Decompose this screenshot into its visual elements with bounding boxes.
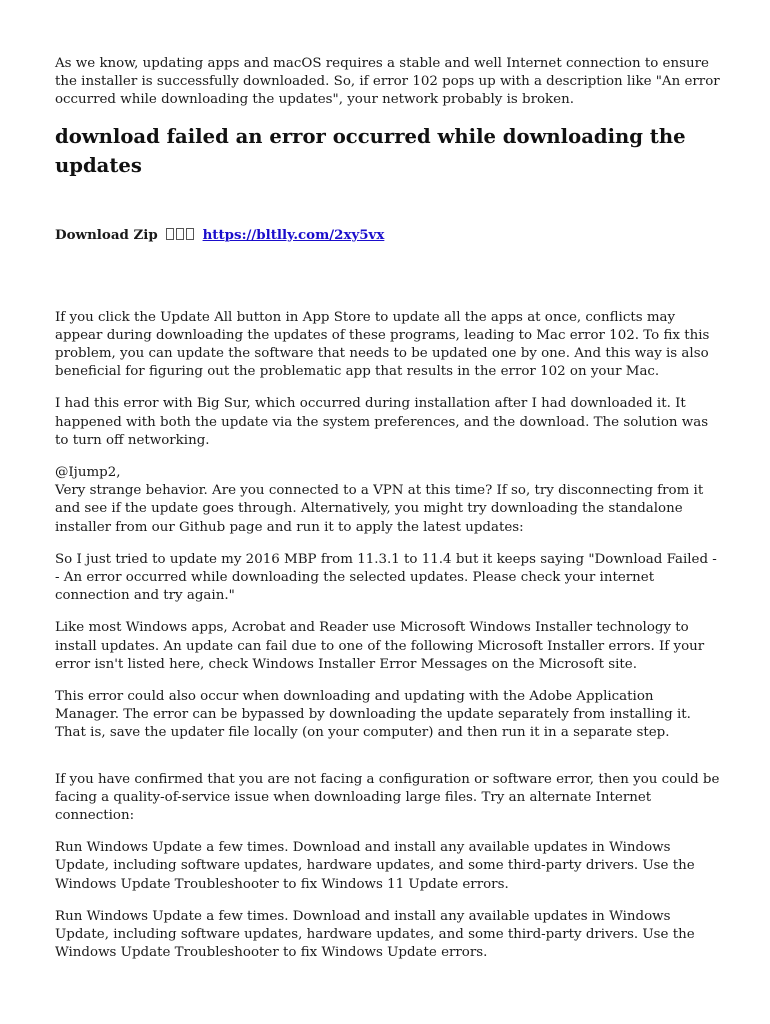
page-title: download failed an error occurred while downloading the updates [55,124,686,177]
download-link[interactable]: https://bltlly.com/2xy5vx [202,226,385,243]
body-paragraph: @Ijump2, [55,465,121,481]
body-paragraph: I had this error with Big Sur, which occurred during installation after I had downloaded it. It happened with both the update via the system preferences, and the download. The solution was to turn off networking. [55,396,709,448]
body-paragraph: Run Windows Update a few times. Download and install any available updates in Windows Update, including software updates, hardware updates, and some third-party drivers. Use the Windows Update Troubleshooter to fix Windows 11 Update errors. [55,840,695,892]
body-paragraph: Like most Windows apps, Acrobat and Reader use Microsoft Windows Installer technology to install updates. An update can fail due to one of the following Microsoft Installer errors. If your error isn't listed here, check Windows Installer Error Messages on the Microsoft site. [55,620,705,672]
body-paragraph: Run Windows Update a few times. Download and install any available updates in Windows Update, including software updates, hardware updates, and some third-party drivers. Use the Windows Update Troubleshooter to fix Windows Update errors. [55,908,695,961]
body-paragraph: Very strange behavior. Are you connected to a VPN at this time? If so, try disconnecting from it and see if the update goes through. Alternatively, you might try downloading the standalone installer from our Github page and run it to apply the latest updates: [55,483,704,535]
document-page [55,55,720,963]
body-paragraph: If you click the Update All button in App Store to update all the apps at once, conflicts may appear during downloading the updates of these programs, leading to Mac error 102. To fix this problem, you can update the software that needs to be updated one by one. And this way is also beneficial for figuring out the problematic app that results in the error 102 on your Mac. [55,309,710,380]
body-paragraph: So I just tried to update my 2016 MBP from 11.3.1 to 11.4 but it keeps saying "Download Failed -- An error occurred while downloading the selected updates. Please check your internet connection and try again." [55,551,717,604]
intro-paragraph: As we know, updating apps and macOS requires a stable and well Internet connection to ensure the installer is successfully downloaded. So, if error 102 pops up with a description like "An error occurred while downloading the updates", your network probably is broken. [55,56,720,108]
download-line [55,226,720,245]
body-paragraph: If you have confirmed that you are not facing a configuration or software error, then you could be facing a quality-of-service issue when downloading large files. Try an alternate Internet connection: [55,771,720,824]
arrow-icon [162,228,196,243]
body-paragraph: This error could also occur when downloading and updating with the Adobe Application Manager. The error can be bypassed by downloading the update separately from installing it. That is, save the updater file locally (on your computer) and then run it in a separate step. [55,689,691,741]
download-label: Download Zip [55,226,158,243]
